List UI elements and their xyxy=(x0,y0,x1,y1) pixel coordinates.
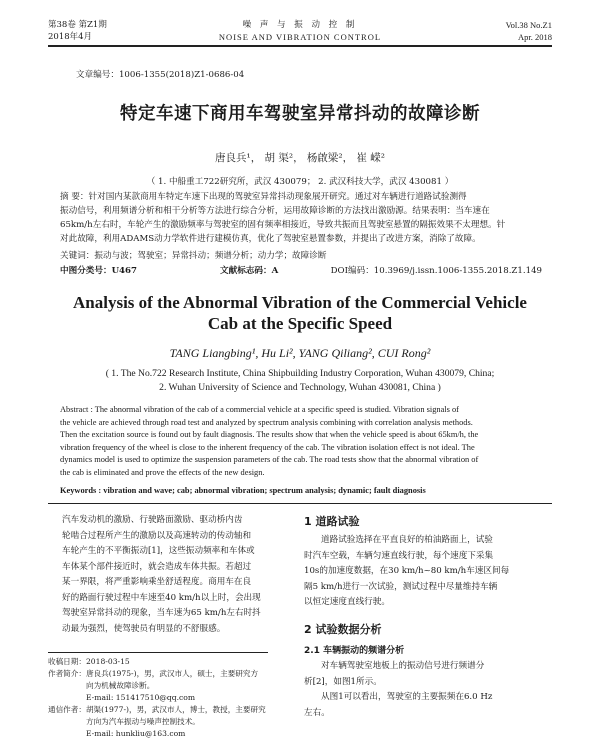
section-2-1-line: 从图1可以看出，驾驶室的主要振频在6.0 Hz xyxy=(321,692,493,702)
abstract-en-line: the vehicle are achieved through road test and analyzed by spectrum analysis combining with correlation analysis methods. xyxy=(60,417,473,427)
abstract-en-line: vibration frequency of the wheel is close to the inherent frequency of the cab. The vibration isolation effect is not ideal. The xyxy=(60,442,475,452)
footnote-author: 作者简介：唐良兵(1975-)，男，武汉市人，硕士，主要研究方 xyxy=(48,669,259,678)
header-journal-en: NOISE AND VIBRATION CONTROL xyxy=(218,32,382,42)
intro-line: 好的路面行驶过程中车速至40 km/h以上时，会出现 xyxy=(62,592,261,603)
abstract-en xyxy=(60,404,542,480)
abstract-en-line: the cab is eliminated and prove the effects of the new design. xyxy=(60,467,265,477)
authors-en: TANG Liangbing¹, Hu Li², YANG Qiliang², CUI Rong² xyxy=(169,346,431,360)
abstract-en-line: Then the excitation source is found out by fault diagnosis. The results show that when the vehicle speed is about 65km/h, the xyxy=(60,430,479,440)
section-1-line: 以恒定速度直线行驶。 xyxy=(304,597,390,607)
section-2-1-line: 析[2]，如图1所示。 xyxy=(304,676,382,687)
article-number: 文章编号：1006-1355(2018)Z1-0686-04 xyxy=(76,70,245,80)
intro-line: 汽车发动机的激励、行驶路面激励、驱动桥内齿 xyxy=(62,515,243,525)
section-2-title: 2 试验数据分析 xyxy=(304,623,382,636)
header-date-cn: 2018年4月 xyxy=(48,32,93,42)
intro-line: 车轮产生的不平衡振动[1]，这些振动频率和车体或 xyxy=(62,546,255,556)
section-1-line: 道路试验选择在平直良好的柏油路面上，试验 xyxy=(321,535,493,545)
affiliation-cn: （ 1. 中船重工722研究所，武汉 430079； 2. 武汉科技大学，武汉 430081 ） xyxy=(146,177,454,187)
abstract-cn-line: 摘 要：针对国内某款商用车特定车速下出现的驾驶室异常抖动现象展开研究。通过对车辆进行道路试验测得 xyxy=(60,192,467,202)
footnote-author-cont: 向为机械故障诊断。 xyxy=(86,681,155,690)
section-divider xyxy=(48,503,552,504)
keywords-cn: 关键词：振动与波；驾驶室；异常抖动；频谱分析；动力学；故障诊断 xyxy=(60,251,327,261)
abstract-cn-line: 振动信号，利用频谱分析和相干分析等方法进行综合分析，运用故障诊断的方法找出激励源。结果表明：当车速在 xyxy=(60,206,490,216)
title-en-line2: Cab at the Specific Speed xyxy=(207,314,393,333)
authors-cn: 唐良兵¹， 胡 渠²， 杨啟梁²， 崔 嵘² xyxy=(214,152,386,164)
intro-paragraph xyxy=(62,513,292,637)
affiliation-en-line1: ( 1. The No.722 Research Institute, China Shipbuilding Industry Corporation, Wuhan 430079, China; xyxy=(105,368,495,379)
abstract-cn-line: 对此故障，利用ADAMS动力学软件进行建模仿真，优化了驾驶室悬置参数，并提出了改进方案，消除了故障。 xyxy=(60,234,481,244)
header-date-en: Apr. 2018 xyxy=(518,32,552,42)
footnote-rule xyxy=(48,652,268,653)
abstract-en-line: dynamics model is used to optimize the suspension parameters of the cab. The road tests show that the abnormal vibration of xyxy=(60,455,479,465)
footnote-received: 收稿日期：2018-03-15 xyxy=(48,657,130,666)
abstract-cn-line: 65km/h左右时，车轮产生的激励频率与驾驶室的固有频率相接近，导致共振而且驾驶室悬置的隔振效果不太理想。针 xyxy=(60,220,506,230)
intro-line: 动最为强烈，使驾驶员有明显的不舒服感。 xyxy=(62,623,226,634)
section-1-line: 时汽车空载，车辆匀速直线行驶，每个速度下采集 xyxy=(304,550,494,561)
affiliation-en-line2: 2. Wuhan University of Science and Technology, Wuhan 430081, China ) xyxy=(159,382,441,393)
title-cn: 特定车速下商用车驾驶室异常抖动的故障诊断 xyxy=(120,104,480,124)
section-1-line: 10s的加速度数据，在30 km/h~80 km/h车速区间每 xyxy=(304,566,510,576)
footnote-corresponding-email: E-mail: hunkliu@163.com xyxy=(86,729,186,738)
intro-line: 驾驶室异常抖动的现象，当车速为65 km/h左右时抖 xyxy=(62,608,261,618)
keywords-en: Keywords : vibration and wave; cab; abnormal vibration; spectrum analysis; dynamic; fault diagnosis xyxy=(60,486,426,495)
section-1-title: 1 道路试验 xyxy=(304,515,360,528)
abstract-en-line: Abstract : The abnormal vibration of the cab of a commercial vehicle at a specific speed is studied. Vibration signals of xyxy=(60,405,459,414)
class-number: 中图分类号：U467 xyxy=(60,266,137,276)
intro-line: 轮啮合过程所产生的激励以及高速转动的传动轴和 xyxy=(62,530,252,541)
footnote-corresponding: 通信作者：胡渠(1977-)，男，武汉市人，博士，教授，主要研究 xyxy=(48,705,266,714)
footnotes xyxy=(48,656,288,740)
header-volume-cn: 第38卷 第Z1期 xyxy=(48,20,107,30)
header-volume-en: Vol.38 No.Z1 xyxy=(505,20,552,30)
title-en-line1: Analysis of the Abnormal Vibration of the Commercial Vehicle xyxy=(73,293,527,312)
section-1-line: 隔5 km/h进行一次试验，测试过程中尽量维持车辆 xyxy=(304,581,498,592)
section-2-1-line: 对车辆驾驶室地板上的振动信号进行频谱分 xyxy=(321,661,485,671)
section-2-1-body xyxy=(304,659,552,721)
document-code: 文献标志码：A xyxy=(220,266,279,276)
footnote-author-email: E-mail: 151417510@qq.com xyxy=(86,693,196,702)
section-2-1-line: 左右。 xyxy=(304,707,330,718)
intro-line: 某一界限，将严重影响乘坐舒适程度。商用车在良 xyxy=(62,577,252,587)
header-rule xyxy=(48,45,552,47)
footnote-corresponding-cont: 方向为汽车振动与噪声控制技术。 xyxy=(86,717,200,726)
abstract-cn xyxy=(60,190,542,246)
section-1-body xyxy=(304,533,552,611)
intro-line: 车体某个部件接近时，就会造成车体共振。若超过 xyxy=(62,561,252,572)
header-journal-cn: 噪 声 与 振 动 控 制 xyxy=(242,20,358,30)
section-2-1-title: 2.1 车辆振动的频谱分析 xyxy=(304,646,405,656)
doi: DOI编码：10.3969/j.issn.1006-1355.2018.Z1.149 xyxy=(330,266,542,276)
